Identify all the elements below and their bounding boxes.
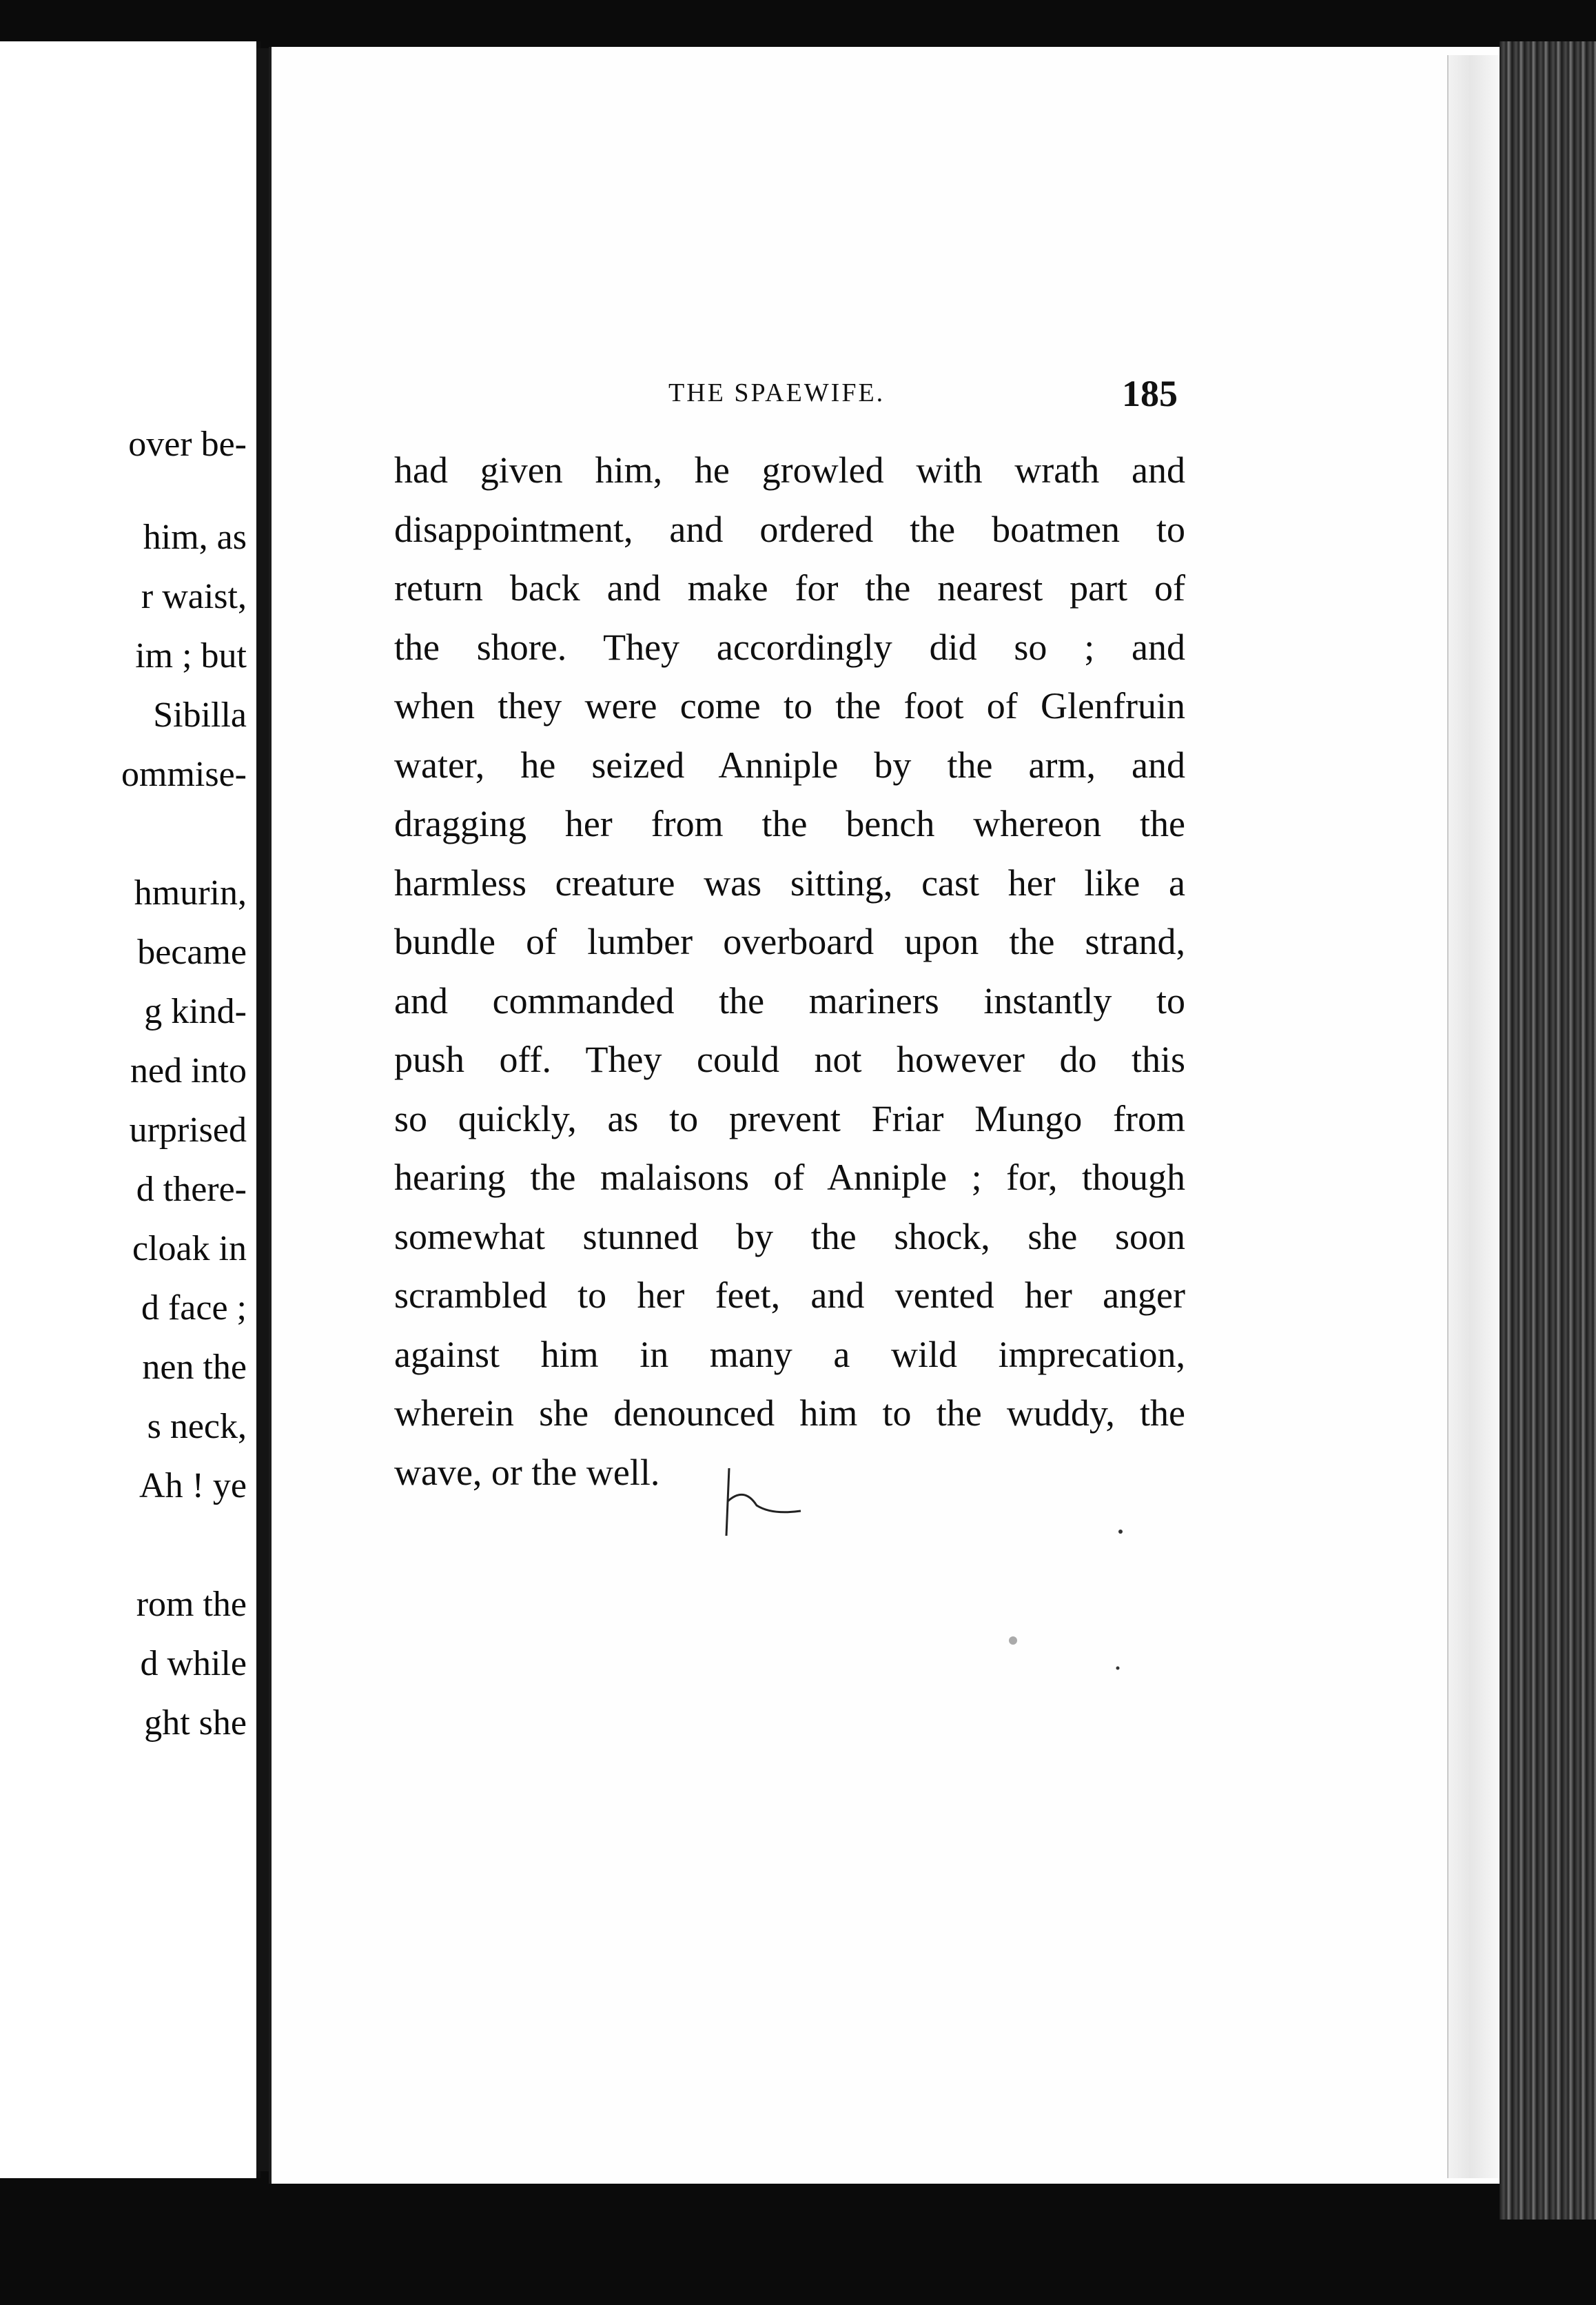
paper-specks [999, 1516, 1137, 1682]
left-page-line: ght she [144, 1703, 247, 1743]
left-page-line: r waist, [141, 577, 247, 616]
text-line: return back and make for the nearest part of [394, 567, 1185, 609]
text-line: hearing the malaisons of Anniple ; for, though [394, 1157, 1185, 1198]
text-line: dragging her from the bench whereon the [394, 803, 1185, 844]
text-line: against him in many a wild imprecation, [394, 1333, 1185, 1375]
left-page-line: rom the [136, 1585, 247, 1624]
page-number: 185 [1122, 373, 1178, 414]
text-line: and commanded the mariners instantly to [394, 979, 1185, 1022]
page-edge [1447, 55, 1504, 2178]
text-line: so quickly, as to prevent Friar Mungo from [394, 1097, 1185, 1139]
left-page-line: over be- [128, 425, 247, 464]
left-page-line: d face ; [141, 1288, 247, 1328]
pencil-mark [717, 1461, 806, 1544]
left-page-line: im ; but [135, 636, 247, 676]
text-line: push off. They could not however do this [394, 1039, 1185, 1080]
left-page-line: d while [140, 1644, 247, 1683]
left-page-line: him, as [143, 518, 247, 557]
left-page [0, 41, 260, 2178]
left-page-line: g kind- [144, 992, 247, 1031]
left-page-line: Ah ! ye [139, 1466, 247, 1505]
left-page-line: cloak in [132, 1229, 247, 1268]
running-head: THE SPAEWIFE. [668, 378, 886, 407]
text-line: disappointment, and ordered the boatmen to [394, 508, 1185, 550]
text-line: somewhat stunned by the shock, she soon [394, 1215, 1185, 1257]
text-line: bundle of lumber overboard upon the strand, [394, 921, 1185, 962]
text-line: the shore. They accordingly did so ; and [394, 626, 1185, 668]
body-text [394, 441, 1185, 1502]
left-page-line: s neck, [147, 1407, 247, 1446]
text-line: when they were come to the foot of Glenfruin [394, 685, 1185, 727]
left-page-line: ned into [130, 1051, 247, 1090]
text-line: wave, or the well. [394, 1451, 660, 1493]
text-line: harmless creature was sitting, cast her like a [394, 862, 1185, 904]
left-page-line: ommise- [121, 755, 247, 794]
text-line: wherein she denounced him to the wuddy, the [394, 1392, 1185, 1434]
text-line: scrambled to her feet, and vented her anger [394, 1275, 1185, 1316]
left-page-line: d there- [136, 1170, 247, 1209]
book-fore-edge [1500, 41, 1596, 2220]
left-page-line: hmurin, [134, 873, 247, 913]
left-page-line: became [137, 933, 247, 972]
left-page-line: urprised [129, 1110, 247, 1150]
text-line: water, he seized Anniple by the arm, and [394, 744, 1185, 786]
text-line: had given him, he growled with wrath and [394, 449, 1185, 491]
left-page-line: nen the [142, 1348, 247, 1387]
left-page-line: Sibilla [153, 695, 247, 735]
